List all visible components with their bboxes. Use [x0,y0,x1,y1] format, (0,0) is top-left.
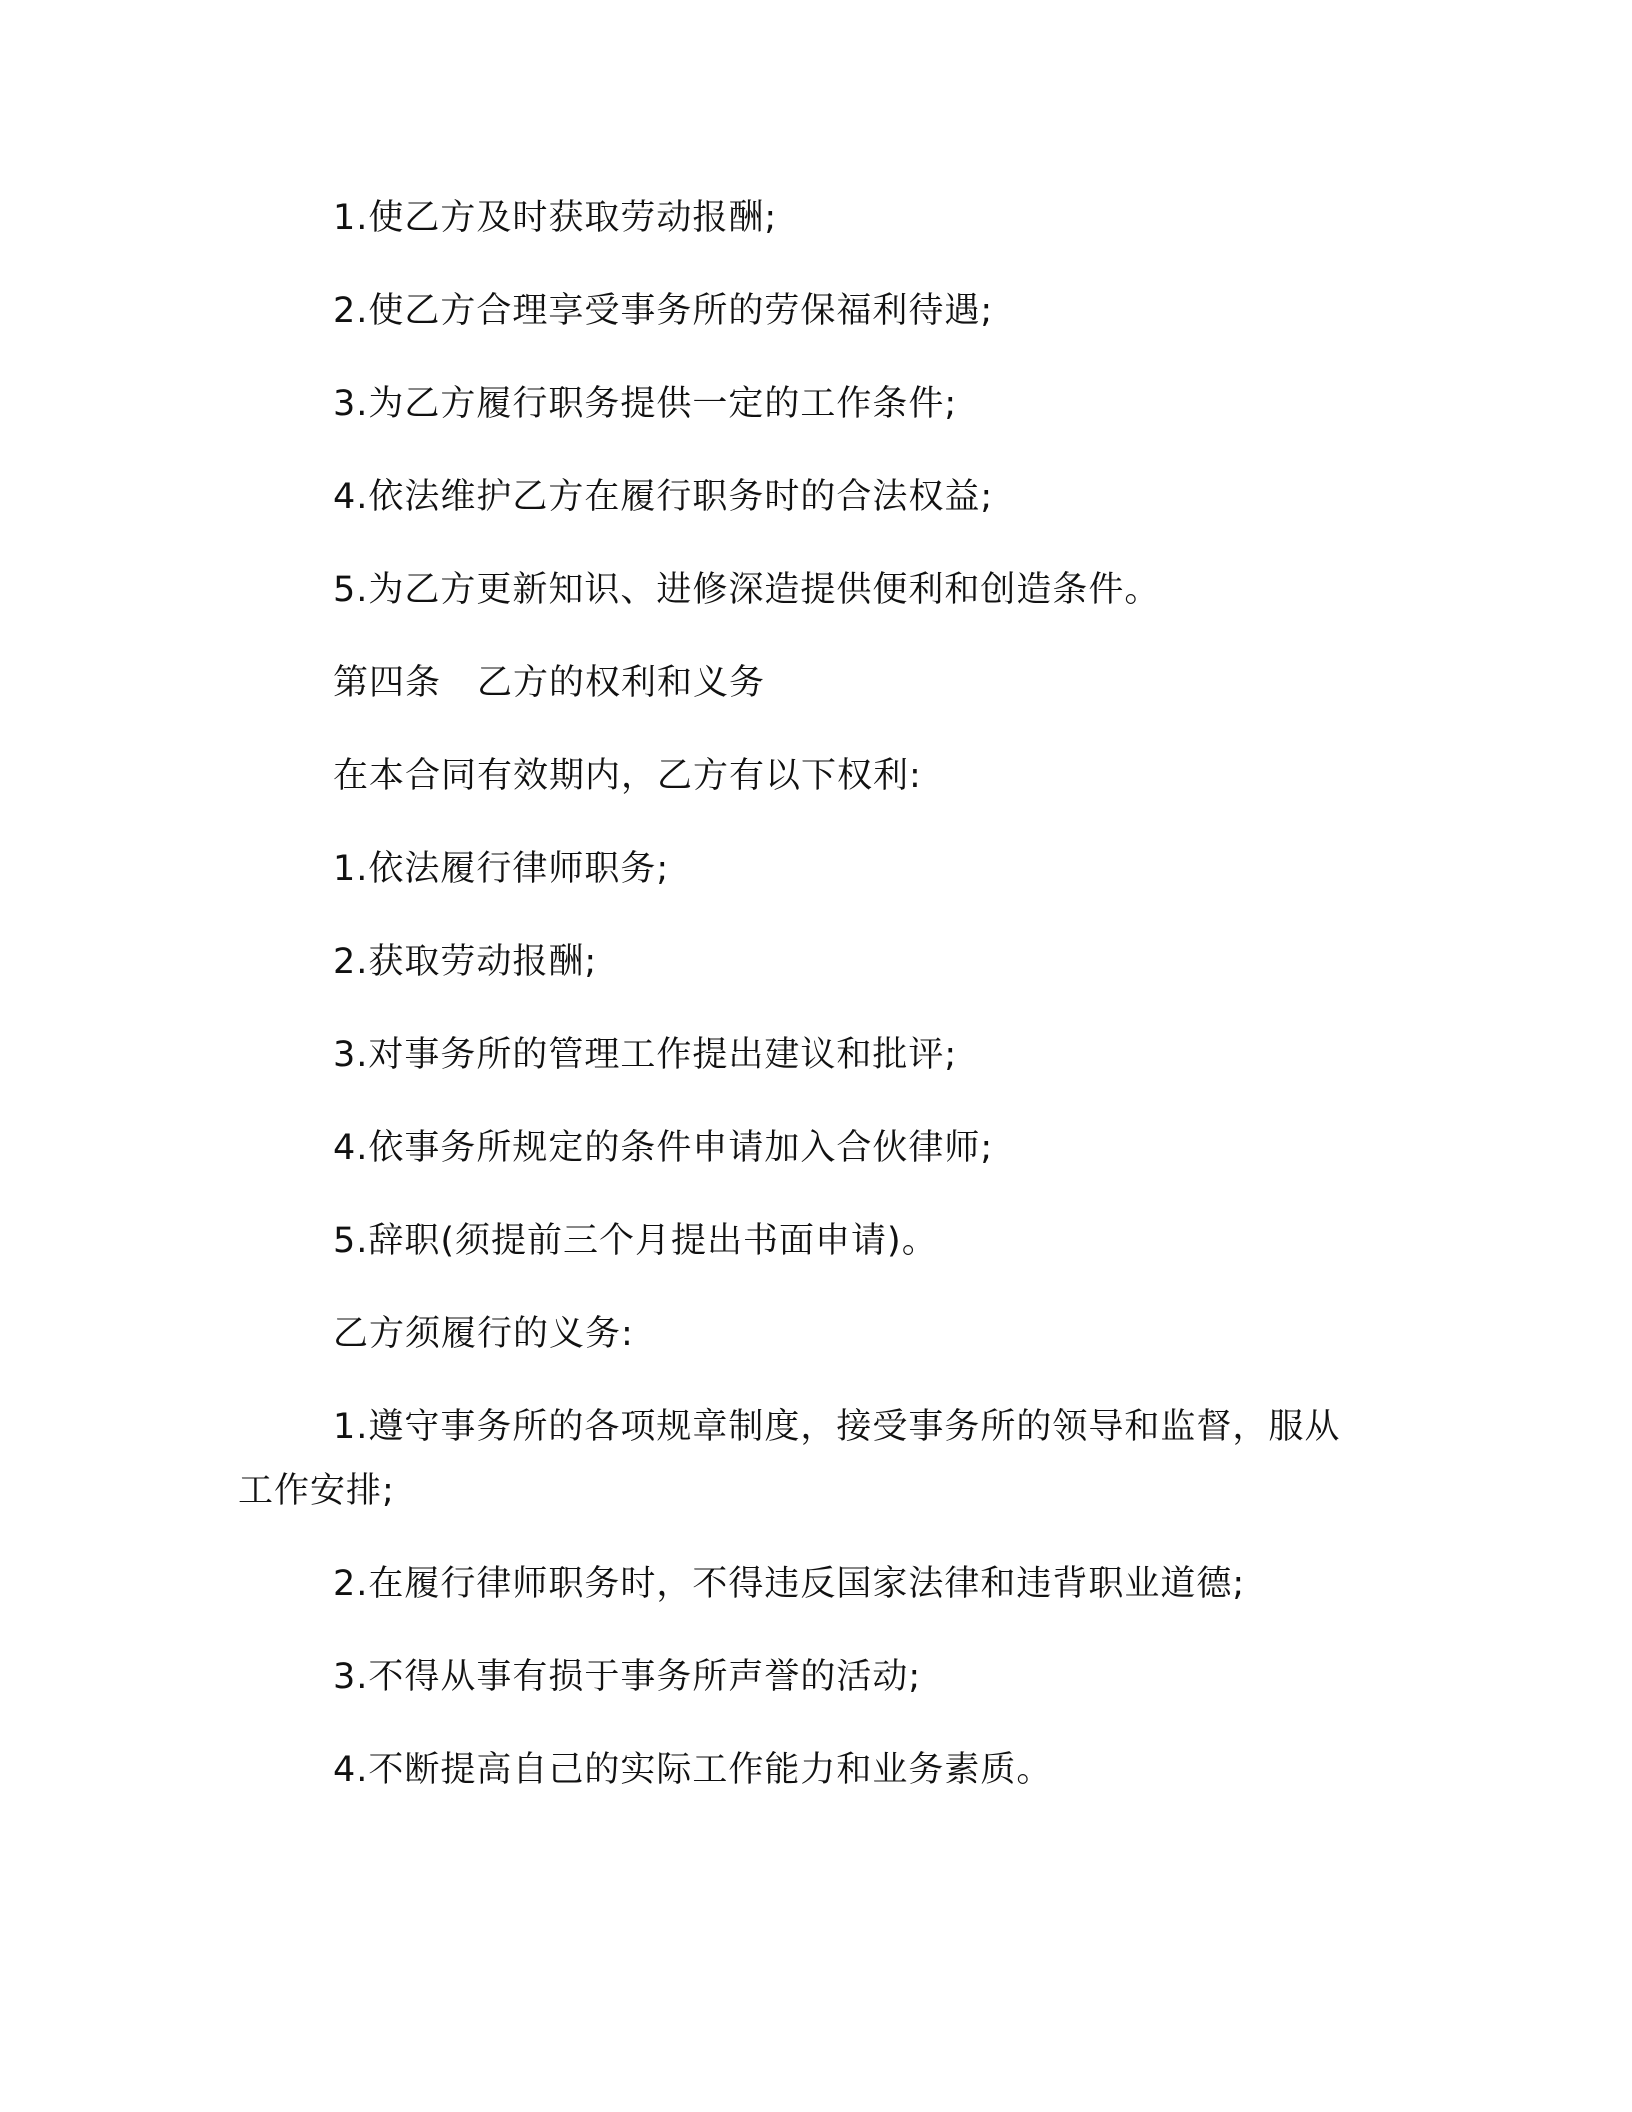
text-line: 3.不得从事有损于事务所声誉的活动; [333,1657,922,1697]
text-line: 4.依事务所规定的条件申请加入合伙律师; [333,1128,994,1168]
text-line: 乙方须履行的义务: [333,1314,634,1354]
text-line: 2.获取劳动报酬; [333,942,598,982]
text-line: 5.为乙方更新知识、进修深造提供便利和创造条件。 [333,570,1161,610]
text-line-continuation: 工作安排; [238,1471,395,1511]
text-line: 2.在履行律师职务时，不得违反国家法律和违背职业道德; [333,1564,1246,1604]
text-line: 4.不断提高自己的实际工作能力和业务素质。 [333,1750,1053,1790]
text-line: 1.依法履行律师职务; [333,849,670,889]
text-line: 1.使乙方及时获取劳动报酬; [333,198,778,238]
text-line: 1.遵守事务所的各项规章制度，接受事务所的领导和监督，服从 [333,1407,1341,1447]
text-line: 4.依法维护乙方在履行职务时的合法权益; [333,477,994,517]
text-line: 2.使乙方合理享受事务所的劳保福利待遇; [333,291,994,331]
text-line: 在本合同有效期内，乙方有以下权利: [333,756,922,796]
text-line: 5.辞职(须提前三个月提出书面申请)。 [333,1221,938,1261]
text-line: 3.对事务所的管理工作提出建议和批评; [333,1035,958,1075]
section-heading: 第四条 乙方的权利和义务 [333,663,766,703]
text-line: 3.为乙方履行职务提供一定的工作条件; [333,384,958,424]
